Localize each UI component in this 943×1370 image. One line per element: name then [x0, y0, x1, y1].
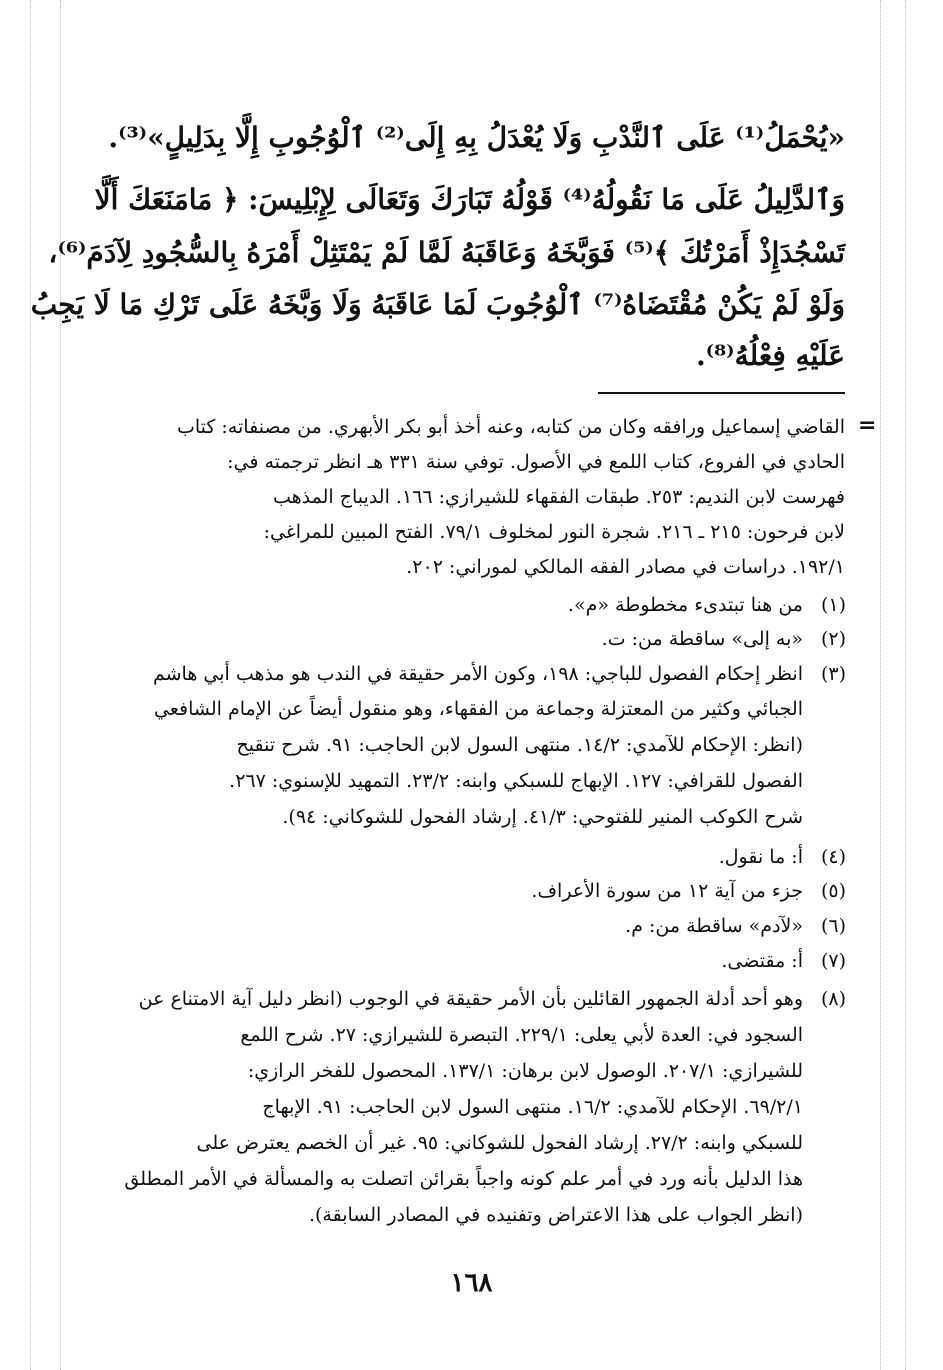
main-text-line: عَلَيْهِ فِعْلُهُ⁽⁸⁾. — [695, 339, 845, 372]
footnote-line: للسبكي وابنه: ٢٧/٢. إرشاد الفحول للشوكاني: ٩٥. غير أن الخصم يعترض على — [196, 1132, 803, 1154]
main-text — [30, 0, 845, 380]
footnote-number: (٧) — [820, 950, 846, 972]
footnote-line: هذا الدليل بأنه ورد في أمر علم كونه واجباً بقرائن اتصلت به والمسألة في الأمر المطلق — [124, 1168, 803, 1190]
footnote-line: فهرست لابن النديم: ٢٥٣. طبقات الفقهاء للشيرازي: ١٦٦. الديباج المذهب — [273, 486, 845, 508]
footnote-line: «لآدم» ساقطة من: م. — [625, 915, 803, 937]
footnote-line: انظر إحكام الفصول للباجي: ١٩٨، وكون الأمر حقيقة في الندب هو مذهب أبي هاشم — [152, 663, 803, 685]
footnote-line: الفصول للقرافي: ١٢٧. الإبهاج للسبكي وابنه: ٢٣/٢. التمهيد للإسنوي: ٢٦٧. — [229, 770, 803, 792]
main-text-line: «يُحْمَلُ⁽¹⁾ عَلَى ٱلنَّدْبِ وَلَا يُعْدَلُ بِهِ إِلَى⁽²⁾ ٱلْوُجُوبِ إِلَّا بِدَلِيلٍ»⁽³⁾. — [108, 121, 845, 154]
footnote-line: ٦٩/٢/١. الإحكام للآمدي: ١٦/٢. منتهى السول لابن الحاجب: ٩١. الإبهاج — [262, 1096, 803, 1118]
footnote-line: القاضي إسماعيل ورافقه وكان من كتابه، وعنه أخذ أبو بكر الأبهري. من مصنفاته: كتاب — [176, 416, 845, 438]
footnote-number: (٦) — [820, 915, 846, 937]
footnote-number: (٣) — [820, 663, 846, 685]
scan-guide-line — [60, 0, 61, 1370]
footnote-line: لابن فرحون: ٢١٥ ـ ٢١٦. شجرة النور لمخلوف ٧٩/١. الفتح المبين للمراغي: — [263, 521, 845, 543]
footnote-number: (١) — [820, 594, 846, 616]
footnote-line: جزء من آية ١٢ من سورة الأعراف. — [531, 880, 803, 902]
continuation-mark: = — [858, 413, 877, 438]
scan-guide-line — [30, 0, 31, 1370]
page-number: ١٦٨ — [450, 1268, 493, 1298]
footnote-line: (انظر الجواب على هذا الاعتراض وتفنيده في المصادر السابقة). — [308, 1204, 803, 1226]
footnote-line: الجبائي وكثير من المعتزلة وجماعة من الفقهاء، وهو منقول أيضاً عن الإمام الشافعي — [154, 698, 803, 720]
footnote-line: شرح الكوكب المنير للفتوحي: ٤١/٣. إرشاد الفحول للشوكاني: ٩٤). — [282, 806, 803, 828]
main-text-line: وَلَوْ لَمْ يَكُنْ مُقْتَضَاهُ⁽⁷⁾ ٱلْوُجُوبَ لَمَا عَاقَبَهُ وَلَا وَبَّخَهُ عَلَى تَرْكِ مَا لَا يَجِبُ — [30, 288, 845, 321]
scan-guide-line — [905, 0, 906, 1370]
footnote-line: ١٩٢/١. دراسات في مصادر الفقه المالكي لموراني: ٢٠٢. — [406, 556, 845, 578]
footnote-number: (٨) — [820, 988, 846, 1010]
footnote-line: أ: مقتضى. — [721, 950, 803, 972]
footnote-separator — [598, 392, 845, 394]
footnote-number: (٢) — [820, 628, 846, 650]
main-text-line: تَسْجُدَإِذْ أَمَرْتُكَ ﴾⁽⁵⁾ فَوَبَّخَهُ وَعَاقَبَهُ لَمَّا لَمْ يَمْتَثِلْ أَمْرَهُ بِالسُّجُودِ لِآدَمَ⁽⁶⁾، — [48, 236, 845, 269]
footnote-line: الحادي في الفروع، كتاب اللمع في الأصول. توفي سنة ٣٣١ هـ انظر ترجمته في: — [227, 451, 845, 473]
main-text-line: وَٱلدَّلِيلُ عَلَى مَا نَقُولُهُ⁽⁴⁾ قَوْلُهُ تَبَارَكَ وَتَعَالَى لِإِبْلِيسَ: ﴿ مَامَنَعَكَ أَلَّا — [94, 183, 845, 216]
footnote-line: وهو أحد أدلة الجمهور القائلين بأن الأمر حقيقة في الوجوب (انظر دليل آية الامتناع عن — [138, 988, 803, 1010]
footnote-number: (٥) — [820, 880, 846, 902]
scan-guide-line — [880, 0, 881, 1370]
footnote-number: (٤) — [820, 846, 846, 868]
footnote-line: أ: ما نقول. — [718, 846, 803, 868]
footnote-line: «به إلى» ساقطة من: ت. — [601, 628, 803, 650]
footnote-line: (انظر: الإحكام للآمدي: ١٤/٢. منتهى السول لابن الحاجب: ٩١. شرح تنقيح — [236, 734, 803, 756]
footnote-line: من هنا تبتدىء مخطوطة «م». — [567, 594, 803, 616]
footnote-line: للشيرازي: ٢٠٧/١. الوصول لابن برهان: ١٣٧/١. المحصول للفخر الرازي: — [247, 1060, 803, 1082]
footnote-line: السجود في: العدة لأبي يعلى: ٢٢٩/١. التبصرة للشيرازي: ٢٧. شرح اللمع — [240, 1024, 803, 1046]
